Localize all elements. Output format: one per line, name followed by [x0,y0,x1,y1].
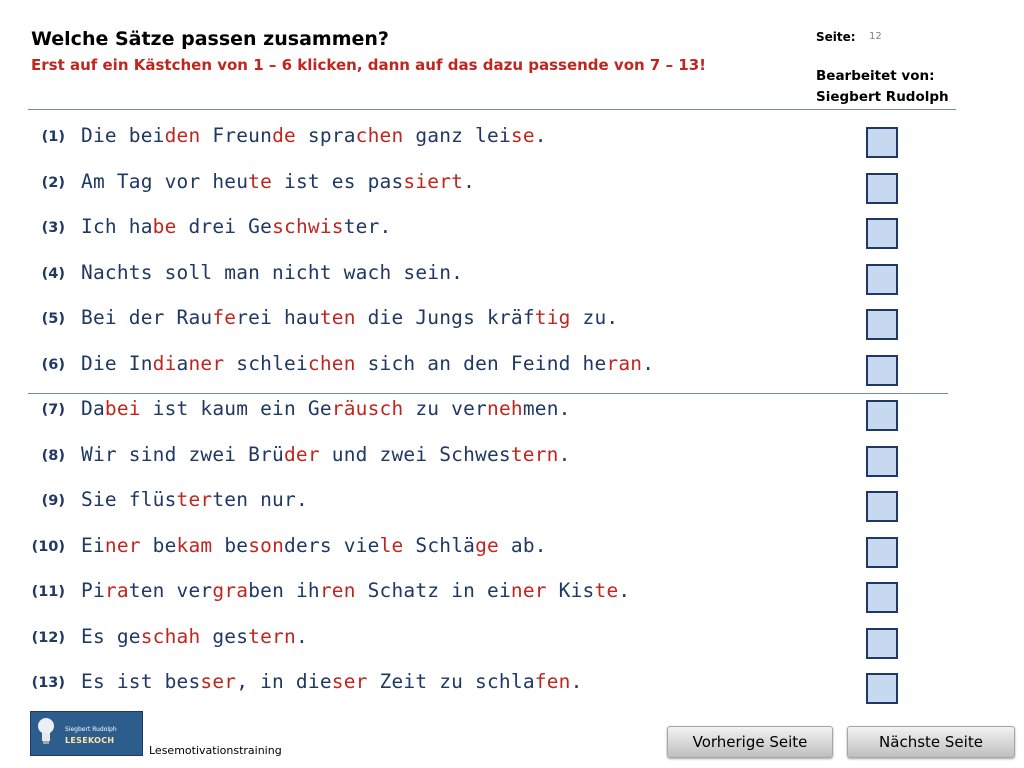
syllable-highlight: ran [606,352,643,375]
sentence-row [0,625,960,669]
syllable-text: ter. [343,215,392,238]
syllable-text: rei hau [236,306,320,329]
previous-page-button[interactable]: Vorherige Seite [667,726,833,758]
sentence-number: (7) [41,402,65,418]
syllable-highlight: räusch [331,397,404,420]
syllable-highlight: son [248,534,285,557]
syllable-highlight: tern [248,625,296,648]
answer-box-3[interactable] [866,218,898,249]
sentence-text [81,306,618,329]
answer-box-2[interactable] [866,173,898,204]
answer-box-12[interactable] [866,628,898,659]
syllable-highlight: den [164,124,201,147]
lesekoch-logo [30,711,143,756]
answer-box-1[interactable] [866,127,898,158]
sentence-number: (5) [41,311,65,327]
sentence-row [0,124,960,168]
syllable-text: ist es pas [272,170,404,193]
syllable-highlight: ser [200,670,237,693]
syllable-text: die Jungs kräf [355,306,535,329]
syllable-text: a [176,352,189,375]
sentence-row [0,170,960,214]
logo-author: Siegbert Rudolph [65,726,117,733]
footer-label: Lesemotivationstraining [149,744,282,757]
sentence-text [81,625,308,648]
answer-box-4[interactable] [866,264,898,295]
syllable-highlight: te [594,579,619,602]
syllable-text: ab. [498,534,547,557]
sentence-row [0,488,960,532]
syllable-text: be [140,534,177,557]
sentence-row [0,443,960,487]
syllable-text: men. [522,397,571,420]
syllable-text: Es ist bes [81,670,201,693]
lightbulb-icon [35,716,57,746]
syllable-text: Schatz in ei [355,579,511,602]
syllable-highlight: di [152,352,177,375]
syllable-text: ten ver [128,579,213,602]
page-number: 12 [869,31,882,42]
logo-brand: LESEKOCH [65,736,115,745]
answer-box-7[interactable] [866,400,898,431]
sentence-text [81,170,475,193]
answer-box-5[interactable] [866,309,898,340]
sentence-number: (11) [31,584,65,600]
edited-by-name: Siegbert Rudolph [816,89,949,105]
answer-box-13[interactable] [866,673,898,704]
syllable-highlight: ra [104,579,129,602]
sentence-text [81,124,547,147]
edited-by-label: Bearbeitet von: [816,68,935,84]
syllable-highlight: siert [403,170,464,193]
instruction-text: Erst auf ein Kästchen von 1 – 6 klicken, dann auf das dazu passende von 7 – 13! [31,56,707,74]
sentence-number: (3) [41,220,65,236]
syllable-highlight: gra [212,579,249,602]
syllable-highlight: kam [176,534,213,557]
syllable-text: Die [81,124,129,147]
sentence-number: (10) [31,539,65,555]
syllable-text: Bei der Rau [81,306,213,329]
sentence-text [81,215,391,238]
syllable-highlight: chen [355,124,404,147]
syllable-highlight: ten [319,306,356,329]
sentence-number: (2) [41,175,65,191]
seite-label: Seite: [816,30,856,44]
sentence-number: (1) [41,129,65,145]
syllable-text: und zwei Schwes [319,443,511,466]
syllable-highlight: tern [510,443,559,466]
syllable-text: Schlä [403,534,476,557]
sentence-number: (4) [41,266,65,282]
syllable-text: ist kaum ein Ge [140,397,332,420]
syllable-text: Freun [200,124,273,147]
sentence-text [81,352,654,375]
syllable-text: Zeit zu schla [367,670,535,693]
sentence-number: (6) [41,357,65,373]
header-divider [28,109,956,110]
syllable-text: zu ver [403,397,487,420]
syllable-text: Ei [81,534,105,557]
sentence-row [0,352,960,396]
syllable-text: . [642,352,655,375]
syllable-highlight: ner [104,534,141,557]
syllable-text: Wir sind zwei Brü [81,443,284,466]
sentence-number: (12) [31,630,65,646]
syllable-text: Ich ha [81,215,153,238]
syllable-highlight: fe [212,306,237,329]
sentence-number: (13) [31,675,65,691]
sentence-text [81,261,463,284]
page-title: Welche Sätze passen zusammen? [31,28,389,50]
syllable-highlight: ren [319,579,356,602]
syllable-text: schlei [224,352,308,375]
sentence-text [81,579,630,602]
syllable-text: drei Ge [176,215,273,238]
sentence-number: (8) [41,448,65,464]
sentence-row [0,215,960,259]
syllable-text: . [558,443,571,466]
syllable-highlight: der [283,443,320,466]
syllable-highlight: be [152,215,177,238]
syllable-text: . [570,670,583,693]
sentence-row [0,397,960,441]
syllable-highlight: se [510,124,535,147]
sentence-text [81,397,571,420]
syllable-text: ders vie [284,534,380,557]
sentence-number: (9) [41,493,65,509]
sentence-row [0,579,960,623]
sentence-text [81,670,583,693]
syllable-text: . [463,170,476,193]
syllable-text: Pi [81,579,105,602]
edited-by-block [816,66,949,108]
syllable-highlight: tig [534,306,571,329]
syllable-highlight: de [272,124,296,147]
syllable-text: ges [200,625,249,648]
syllable-text: ten nur. [212,488,308,511]
syllable-text: , in die [236,670,332,693]
syllable-highlight: neh [487,397,523,420]
syllable-text: Nachts soll man nicht wach sein. [81,261,464,284]
syllable-text: Die In [81,352,153,375]
sentence-row [0,534,960,578]
sentence-text [81,534,547,557]
syllable-text: Am Tag vor heu [81,170,249,193]
answer-box-11[interactable] [866,582,898,613]
syllable-text: Kis [546,579,595,602]
syllable-highlight: ner [510,579,547,602]
answer-box-8[interactable] [866,446,898,477]
syllable-text: . [618,579,631,602]
sentence-text [81,488,308,511]
sentence-row [0,670,960,714]
answer-box-10[interactable] [866,537,898,568]
syllable-highlight: bei [104,397,141,420]
syllable-text: be [212,534,249,557]
sentence-row [0,306,960,350]
syllable-highlight: fen [534,670,571,693]
syllable-highlight: schah [140,625,201,648]
answer-box-9[interactable] [866,491,898,522]
syllable-highlight: ter [176,488,213,511]
syllable-text: ben ih [248,579,320,602]
syllable-text: sich an den Feind he [355,352,607,375]
next-page-button[interactable]: Nächste Seite [847,726,1015,758]
syllable-highlight: ser [331,670,368,693]
syllable-text: bei [128,124,165,147]
syllable-highlight: le [379,534,404,557]
syllable-highlight: chen [307,352,356,375]
answer-box-6[interactable] [866,355,898,386]
syllable-text: Es ge [81,625,141,648]
syllable-text: Da [81,397,105,420]
syllable-highlight: ge [475,534,499,557]
syllable-text: Sie flüs [81,488,177,511]
sentence-row [0,261,960,305]
syllable-highlight: te [248,170,273,193]
syllable-highlight: schwis [272,215,344,238]
syllable-text: spra [295,124,356,147]
syllable-text: zu. [570,306,619,329]
sentence-text [81,443,571,466]
syllable-highlight: ner [188,352,225,375]
syllable-text: . [295,625,308,648]
syllable-text: . [534,124,547,147]
syllable-text: ganz lei [403,124,511,147]
